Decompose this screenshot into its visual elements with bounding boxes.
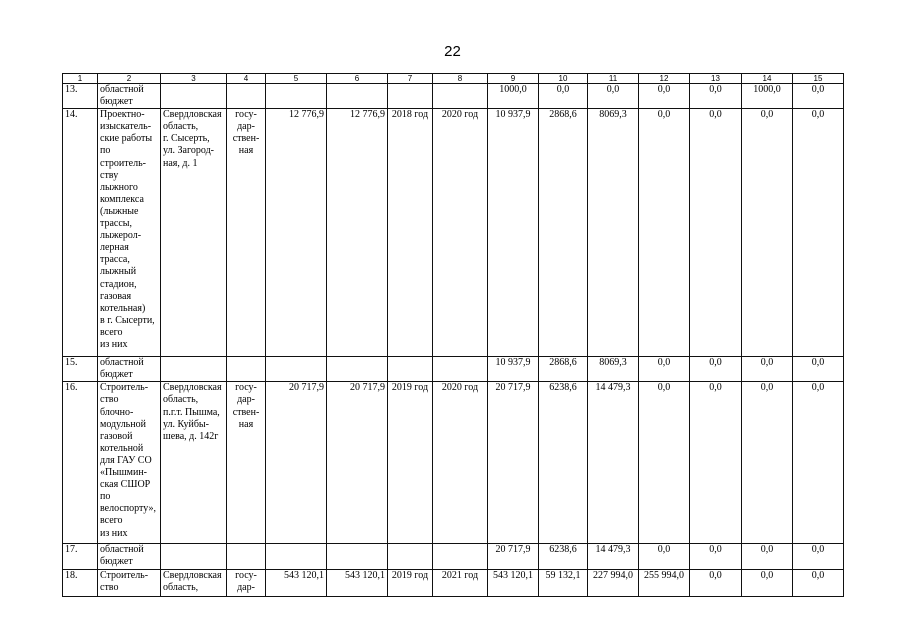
cell-col15: 0,0 [793, 382, 844, 544]
column-header: 7 [388, 74, 433, 84]
column-header: 3 [161, 74, 227, 84]
cell-col6: 20 717,9 [327, 382, 388, 544]
cell-col13: 0,0 [690, 544, 742, 569]
cell-col11: 8069,3 [588, 109, 639, 357]
column-header: 13 [690, 74, 742, 84]
item-location [161, 357, 227, 382]
row-number: 15. [63, 357, 98, 382]
table-row [63, 84, 844, 109]
cell-col14: 0,0 [742, 357, 793, 382]
item-name: Строитель- ство блочно- модульной газовой котельной для ГАУ СО «Пышмин- ская СШОР по велоспорту», всего из них [98, 382, 161, 544]
item-name: областной бюджет [98, 544, 161, 569]
cell-col10: 59 132,1 [539, 569, 588, 596]
cell-col13: 0,0 [690, 569, 742, 596]
cell-col9: 1000,0 [488, 84, 539, 109]
item-ownership: госу- дар- ствен- ная [227, 109, 266, 357]
item-location: Свердловская область, г. Сысерть, ул. Загород- ная, д. 1 [161, 109, 227, 357]
row-number: 16. [63, 382, 98, 544]
cell-col14: 0,0 [742, 382, 793, 544]
cell-col13: 0,0 [690, 357, 742, 382]
cell-col8: 2020 год [433, 109, 488, 357]
cell-col11: 0,0 [588, 84, 639, 109]
table-row [63, 357, 844, 382]
table-row [63, 382, 844, 544]
item-ownership [227, 544, 266, 569]
item-ownership: госу- дар- ствен- ная [227, 382, 266, 544]
cell-col6: 12 776,9 [327, 109, 388, 357]
cell-col15: 0,0 [793, 569, 844, 596]
cell-col11: 14 479,3 [588, 382, 639, 544]
cell-col8: 2021 год [433, 569, 488, 596]
cell-col7: 2019 год [388, 569, 433, 596]
row-number: 14. [63, 109, 98, 357]
cell-col5: 12 776,9 [266, 109, 327, 357]
cell-col6 [327, 544, 388, 569]
cell-col15: 0,0 [793, 109, 844, 357]
item-name: Проектно- изыскатель- ские работы по строитель- ству лыжного комплекса (лыжные трассы, лыжерол- лерная трасса, лыжный стадион, газовая котельная) в г. Сысерти, всего из них [98, 109, 161, 357]
budget-table [62, 73, 844, 597]
item-location: Свердловская область, п.г.т. Пышма, ул. Куйбы- шева, д. 142г [161, 382, 227, 544]
cell-col11: 227 994,0 [588, 569, 639, 596]
column-header: 10 [539, 74, 588, 84]
cell-col8 [433, 84, 488, 109]
table-header-row [63, 74, 844, 84]
cell-col10: 6238,6 [539, 544, 588, 569]
cell-col6: 543 120,1 [327, 569, 388, 596]
cell-col15: 0,0 [793, 84, 844, 109]
cell-col10: 2868,6 [539, 109, 588, 357]
cell-col6 [327, 84, 388, 109]
cell-col12: 0,0 [639, 84, 690, 109]
cell-col15: 0,0 [793, 544, 844, 569]
cell-col5 [266, 357, 327, 382]
cell-col12: 0,0 [639, 109, 690, 357]
column-header: 14 [742, 74, 793, 84]
cell-col12: 0,0 [639, 357, 690, 382]
item-name: областной бюджет [98, 84, 161, 109]
cell-col8 [433, 544, 488, 569]
cell-col5: 20 717,9 [266, 382, 327, 544]
cell-col7 [388, 357, 433, 382]
table-row [63, 569, 844, 596]
cell-col12: 0,0 [639, 382, 690, 544]
column-header: 11 [588, 74, 639, 84]
column-header: 6 [327, 74, 388, 84]
column-header: 4 [227, 74, 266, 84]
item-ownership [227, 84, 266, 109]
cell-col8 [433, 357, 488, 382]
cell-col7: 2019 год [388, 382, 433, 544]
item-ownership [227, 357, 266, 382]
cell-col5: 543 120,1 [266, 569, 327, 596]
page-number: 22 [444, 43, 461, 60]
cell-col12: 0,0 [639, 544, 690, 569]
item-name: Строитель- ство [98, 569, 161, 596]
item-name: областной бюджет [98, 357, 161, 382]
cell-col7 [388, 84, 433, 109]
table-row [63, 544, 844, 569]
cell-col6 [327, 357, 388, 382]
item-location [161, 84, 227, 109]
cell-col10: 0,0 [539, 84, 588, 109]
cell-col7 [388, 544, 433, 569]
row-number: 18. [63, 569, 98, 596]
cell-col14: 0,0 [742, 109, 793, 357]
cell-col9: 20 717,9 [488, 544, 539, 569]
item-location: Свердловская область, [161, 569, 227, 596]
cell-col9: 20 717,9 [488, 382, 539, 544]
cell-col12: 255 994,0 [639, 569, 690, 596]
cell-col9: 543 120,1 [488, 569, 539, 596]
cell-col10: 6238,6 [539, 382, 588, 544]
cell-col13: 0,0 [690, 84, 742, 109]
cell-col5 [266, 84, 327, 109]
table-row [63, 109, 844, 357]
row-number: 17. [63, 544, 98, 569]
column-header: 5 [266, 74, 327, 84]
column-header: 12 [639, 74, 690, 84]
row-number: 13. [63, 84, 98, 109]
column-header: 9 [488, 74, 539, 84]
cell-col11: 8069,3 [588, 357, 639, 382]
column-header: 15 [793, 74, 844, 84]
column-header: 1 [63, 74, 98, 84]
cell-col8: 2020 год [433, 382, 488, 544]
column-header: 8 [433, 74, 488, 84]
cell-col15: 0,0 [793, 357, 844, 382]
column-header: 2 [98, 74, 161, 84]
cell-col14: 0,0 [742, 544, 793, 569]
cell-col9: 10 937,9 [488, 357, 539, 382]
cell-col10: 2868,6 [539, 357, 588, 382]
cell-col5 [266, 544, 327, 569]
cell-col13: 0,0 [690, 109, 742, 357]
cell-col7: 2018 год [388, 109, 433, 357]
cell-col13: 0,0 [690, 382, 742, 544]
cell-col11: 14 479,3 [588, 544, 639, 569]
cell-col9: 10 937,9 [488, 109, 539, 357]
item-location [161, 544, 227, 569]
cell-col14: 0,0 [742, 569, 793, 596]
cell-col14: 1000,0 [742, 84, 793, 109]
item-ownership: госу- дар- [227, 569, 266, 596]
